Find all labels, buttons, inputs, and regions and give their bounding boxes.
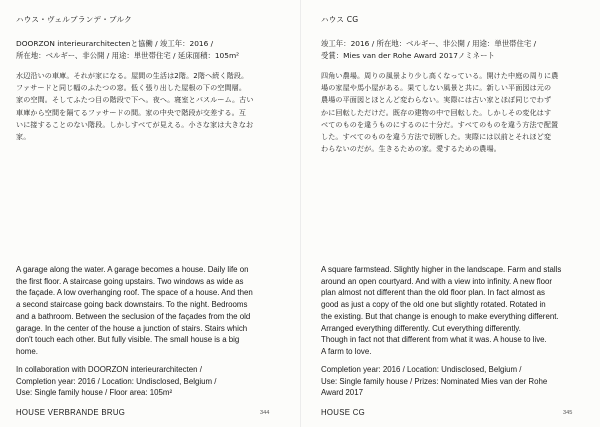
jp-body-line: 水辺沿いの車庫。それが家になる。屋間の生活は2階。2階へ続く階段。 bbox=[16, 71, 249, 80]
en-body-line: the first floor. A staircase going upstairs. Two windows as wide as bbox=[16, 276, 244, 286]
jp-body-line: 農場の平面図とほとんど変わらない。実際には古い家とほぼ同じでわず bbox=[321, 95, 552, 105]
en-meta-line: In collaboration with DOORZON interieurarchitecten / bbox=[16, 365, 202, 374]
jp-body-line: べてのものを違うものにするのに十分だ。すべてのものを違う方法で配置 bbox=[321, 119, 559, 129]
en-body bbox=[16, 264, 253, 358]
jp-body-line: いに接することのない階段。しかしすべてが見える。小さな家は大きなお bbox=[16, 119, 254, 129]
en-body-line: good as just a copy of the old one but slightly rotated. Rotated in bbox=[321, 300, 546, 310]
jp-body-line: わらないのだが。生きるための家。愛するための農場。 bbox=[321, 144, 501, 154]
en-body-line: A square farmstead. Slightly higher in the landscape. Farm and stalls bbox=[321, 265, 562, 274]
footer-title: HOUSE CG bbox=[321, 408, 365, 417]
en-body-line: and a bathroom. Between the seclusion of the façades from the old bbox=[16, 311, 251, 321]
en-meta-line: Completion year: 2016 / Location: Undisclosed, Belgium / bbox=[321, 365, 522, 374]
en-body-line: garage. In the center of the house a junction of stairs. Stairs which bbox=[16, 323, 248, 333]
en-meta bbox=[321, 364, 547, 399]
right-page bbox=[300, 0, 600, 427]
jp-body bbox=[16, 70, 254, 143]
jp-meta-line: 所在地：ベルギー、非公開 / 用途：単世帯住宅 / 延床面積：105m² bbox=[16, 50, 240, 60]
en-body-line: a second staircase going back downstairs. To the night. Bedrooms bbox=[16, 300, 248, 310]
jp-body-line: 家。 bbox=[16, 132, 31, 142]
jp-meta bbox=[16, 38, 239, 61]
en-body-line: Arranged everything differently. Cut everything differently. bbox=[321, 323, 521, 333]
en-body-line: A farm to love. bbox=[321, 346, 372, 356]
en-meta-line: Award 2017 bbox=[321, 388, 363, 398]
jp-title: ハウス CG bbox=[321, 15, 359, 24]
en-body-line: A garage along the water. A garage becomes a house. Daily life on bbox=[16, 265, 249, 274]
jp-body-line: ファサードと同じ幅のふたつの窓。低く張り出した屋根の下の空間層。 bbox=[16, 83, 247, 93]
jp-meta-line: 竣工年：2016 / 所在地：ベルギー、非公開 / 用途：単世帯住宅 / bbox=[321, 39, 537, 48]
jp-body-line: 車庫から空間を隔てるファサードの間。家の中央で階段が交差する。互 bbox=[16, 107, 247, 117]
footer-title: HOUSE VERBRANDE BRUG bbox=[16, 408, 126, 417]
en-body bbox=[321, 264, 561, 358]
en-meta-line: Use: Single family house / Floor area: 105m² bbox=[16, 388, 173, 398]
en-body-line: the façade. A low overhanging roof. The space of a house. And then bbox=[16, 288, 253, 298]
en-body-line: don't touch each other. But fully visible. The small house is a big bbox=[16, 335, 240, 345]
jp-body-line: 家の空間。そしてふたつ目の階段で下へ。夜へ。寝室とバスルーム。古い bbox=[16, 95, 254, 105]
en-body-line: plan almost not different than the old floor plan. In fact almost as bbox=[321, 288, 545, 298]
jp-body-line: した。すべてのものを違う方法で切断した。実際には以前とそれほど変 bbox=[321, 132, 552, 142]
page-number: 345 bbox=[563, 410, 573, 416]
jp-body-line: かに回転しただけだ。既存の建物の中で回転した。しかしその変化はす bbox=[321, 107, 552, 117]
en-body-line: home. bbox=[16, 346, 38, 356]
en-body-line: around an open courtyard. And with a view into infinity. A new floor bbox=[321, 276, 553, 286]
page-number: 344 bbox=[260, 410, 270, 416]
jp-body-line: 四角い農場。周りの風景より少し高くなっている。開けた中庭の周りに農 bbox=[321, 71, 559, 80]
en-meta-line: Completion year: 2016 / Location: Undisclosed, Belgium / bbox=[16, 376, 217, 386]
jp-title: ハウス・ヴェルブランデ・ブルク bbox=[16, 15, 132, 24]
en-body-line: the existing. But that change is enough to make everything different. bbox=[321, 311, 559, 321]
jp-body-line: 場の家屋や馬小屋がある。果てしない風景と共に。新しい平面図は元の bbox=[321, 83, 552, 93]
jp-body bbox=[321, 70, 558, 155]
jp-meta bbox=[321, 38, 536, 61]
en-meta-line: Use: Single family house / Prizes: Nominated Mies van der Rohe bbox=[321, 376, 548, 386]
jp-meta-line: DOORZON interieurarchitectenと協働 / 竣工年：2016 / bbox=[16, 39, 214, 48]
en-body-line: Though in fact not that different from what it was. A house to live. bbox=[321, 335, 547, 345]
jp-meta-line: 受賞：Mies van der Rohe Award 2017ノミネート bbox=[321, 50, 495, 60]
en-meta bbox=[16, 364, 216, 399]
